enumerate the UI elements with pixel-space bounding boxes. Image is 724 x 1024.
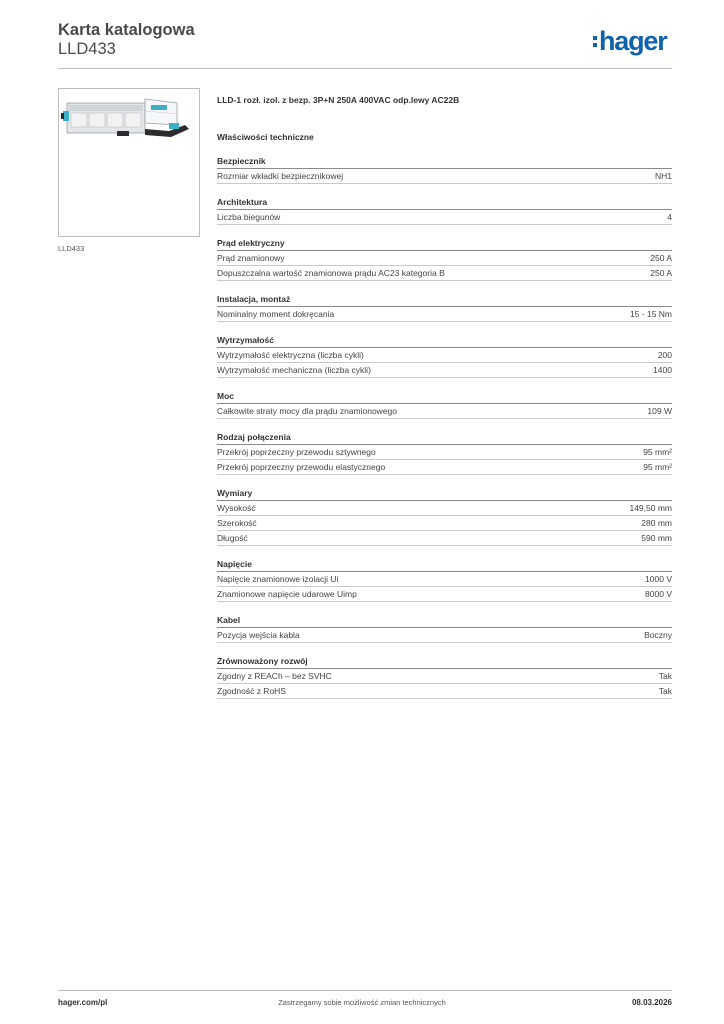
footer-date: 08.03.2026 — [631, 998, 672, 1007]
spec-value: 280 mm — [641, 518, 672, 528]
spec-group — [217, 487, 672, 546]
spec-label: Szerokość — [217, 518, 257, 528]
spec-value: 109 W — [647, 406, 672, 416]
spec-row — [217, 363, 672, 378]
spec-group-title: Rodzaj połączenia — [217, 431, 672, 445]
footer-disclaimer: Zastrzegamy sobie możliwość zmian technicznych — [278, 998, 446, 1007]
spec-label: Liczba biegunów — [217, 212, 281, 222]
spec-label: Prąd znamionowy — [217, 253, 285, 263]
spec-label: Wysokość — [217, 503, 256, 513]
spec-value: 15 - 15 Nm — [629, 309, 672, 319]
spec-group-title: Prąd elektryczny — [217, 237, 672, 251]
spec-group-title: Instalacja, montaż — [217, 293, 672, 307]
spec-label: Wytrzymałość elektryczna (liczba cykli) — [217, 350, 364, 360]
spec-group — [217, 614, 672, 643]
spec-label: Zgodny z REACh – bez SVHC — [217, 671, 332, 681]
spec-label: Znamionowe napięcie udarowe Uimp — [217, 589, 357, 599]
document-title: Karta katalogowa — [58, 21, 195, 39]
spec-group-title: Moc — [217, 390, 672, 404]
spec-value: 250 A — [650, 268, 672, 278]
product-image-caption: LLD433 — [58, 244, 85, 253]
spec-row — [217, 266, 672, 281]
spec-value: 1400 — [653, 365, 672, 375]
spec-value: 149,50 mm — [629, 503, 672, 513]
spec-label: Zgodność z RoHS — [217, 686, 286, 696]
logo-dots-icon — [593, 36, 597, 47]
spec-label: Rozmiar wkładki bezpiecznikowej — [217, 171, 344, 181]
spec-value: 95 mm² — [643, 447, 672, 457]
fuse-switch-disconnector-icon — [59, 89, 199, 236]
spec-row — [217, 572, 672, 587]
spec-value: Tak — [658, 671, 672, 681]
spec-label: Wytrzymałość mechaniczna (liczba cykli) — [217, 365, 371, 375]
footer-divider — [58, 990, 672, 991]
spec-row — [217, 307, 672, 322]
spec-group-title: Bezpiecznik — [217, 155, 672, 169]
spec-label: Długość — [217, 533, 248, 543]
logo-text: hager — [599, 26, 667, 56]
spec-label: Przekrój poprzeczny przewodu sztywnego — [217, 447, 376, 457]
spec-value: 1000 V — [645, 574, 672, 584]
product-description: LLD-1 rozł. izol. z bezp. 3P+N 250A 400VAC odp.lewy AC22B — [217, 95, 460, 105]
spec-label: Dopuszczalna wartość znamionowa prądu AC23 kategoria B — [217, 268, 445, 278]
spec-row — [217, 445, 672, 460]
spec-group — [217, 334, 672, 378]
spec-value: Tak — [658, 686, 672, 696]
spec-row — [217, 404, 672, 419]
spec-group — [217, 155, 672, 184]
hager-logo — [593, 26, 667, 56]
spec-group — [217, 558, 672, 602]
spec-row — [217, 210, 672, 225]
spec-row — [217, 516, 672, 531]
spec-label: Przekrój poprzeczny przewodu elastycznego — [217, 462, 386, 472]
spec-label: Całkowite straty mocy dla prądu znamionowego — [217, 406, 398, 416]
spec-value: 4 — [667, 212, 672, 222]
spec-row — [217, 501, 672, 516]
spec-label: Nominalny moment dokręcania — [217, 309, 335, 319]
spec-row — [217, 684, 672, 699]
spec-group-title: Kabel — [217, 614, 672, 628]
spec-value: 250 A — [650, 253, 672, 263]
spec-group-title: Wymiary — [217, 487, 672, 501]
spec-group — [217, 655, 672, 699]
spec-row — [217, 669, 672, 684]
product-code: LLD433 — [58, 40, 116, 58]
spec-row — [217, 251, 672, 266]
product-image — [58, 88, 200, 237]
spec-row — [217, 460, 672, 475]
spec-value: NH1 — [654, 171, 672, 181]
header-divider — [58, 68, 672, 69]
spec-row — [217, 587, 672, 602]
spec-group — [217, 431, 672, 475]
specification-section — [217, 94, 672, 699]
spec-row — [217, 169, 672, 184]
spec-value: Boczny — [644, 630, 672, 640]
spec-value: 95 mm² — [643, 462, 672, 472]
spec-value: 8000 V — [645, 589, 672, 599]
footer-website-link[interactable]: hager.com/pl — [58, 998, 108, 1007]
spec-group-title: Wytrzymałość — [217, 334, 672, 348]
spec-value: 590 mm — [641, 533, 672, 543]
spec-group — [217, 293, 672, 322]
spec-heading: Właściwości techniczne — [217, 132, 314, 142]
spec-group — [217, 237, 672, 281]
spec-row — [217, 348, 672, 363]
spec-group — [217, 196, 672, 225]
spec-group-title: Architektura — [217, 196, 672, 210]
spec-group — [217, 390, 672, 419]
spec-row — [217, 628, 672, 643]
spec-row — [217, 531, 672, 546]
spec-value: 200 — [657, 350, 672, 360]
spec-label: Pozycja wejścia kabla — [217, 630, 300, 640]
spec-group-title: Zrównoważony rozwój — [217, 655, 672, 669]
spec-group-title: Napięcie — [217, 558, 672, 572]
spec-label: Napięcie znamionowe izolacji Ui — [217, 574, 339, 584]
